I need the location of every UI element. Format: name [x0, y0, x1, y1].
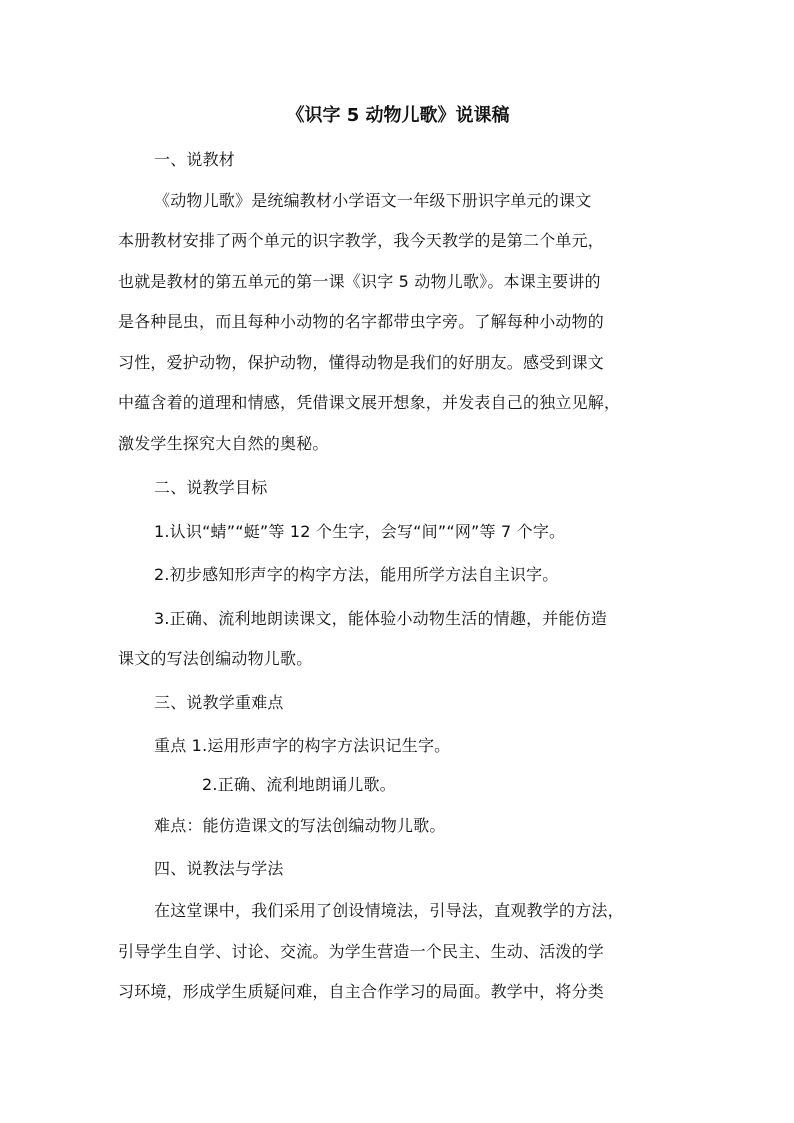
objective-item: 3.正确、流利地朗读课文，能体验小动物生活的情趣，并能仿造 [154, 609, 608, 628]
section-heading-methods: 四、说教法与学法 [154, 859, 284, 878]
paragraph-line: 本册教材安排了两个单元的识字教学，我今天教学的是第二个单元， [118, 231, 605, 250]
section-heading-key-points: 三、说教学重难点 [154, 693, 284, 712]
section-heading-materials: 一、说教材 [154, 150, 236, 169]
paragraph-line: 习环境，形成学生质疑问难，自主合作学习的局面。教学中，将分类 [118, 982, 605, 1001]
paragraph-line: 《动物儿歌》是统编教材小学语文一年级下册识字单元的课文 [154, 191, 592, 210]
objective-item: 1.认识“蜻”“蜓”等 12 个生字，会写“间”“网”等 7 个字。 [154, 522, 566, 541]
paragraph-line: 习性，爱护动物，保护动物，懂得动物是我们的好朋友。感受到课文 [118, 353, 605, 372]
key-point-item: 2.正确、流利地朗诵儿歌。 [202, 775, 396, 794]
page-title: 《识字 5 动物儿歌》说课稿 [286, 105, 510, 126]
paragraph-line: 激发学生探究大自然的奥秘。 [118, 434, 329, 453]
paragraph-line: 引导学生自学、讨论、交流。为学生营造一个民主、生动、活泼的学 [118, 942, 605, 961]
paragraph-line: 也就是教材的第五单元的第一课《识字 5 动物儿歌》。本课主要讲的 [118, 272, 601, 291]
paragraph-line: 在这堂课中，我们采用了创设情境法，引导法，直观教学的方法， [154, 901, 624, 920]
paragraph-line: 课文的写法创编动物儿歌。 [118, 649, 313, 668]
key-point-item: 重点 1.运用形声字的构字方法识记生字。 [154, 736, 451, 755]
paragraph-line: 是各种昆虫，而且每种小动物的名字都带虫字旁。了解每种小动物的 [118, 312, 605, 331]
paragraph-line: 中蕴含着的道理和情感，凭借课文展开想象，并发表自己的独立见解， [118, 393, 621, 412]
objective-item: 2.初步感知形声字的构字方法，能用所学方法自主识字。 [154, 565, 559, 584]
difficulty-item: 难点：能仿造课文的写法创编动物儿歌。 [154, 816, 446, 835]
section-heading-objectives: 二、说教学目标 [154, 478, 268, 497]
